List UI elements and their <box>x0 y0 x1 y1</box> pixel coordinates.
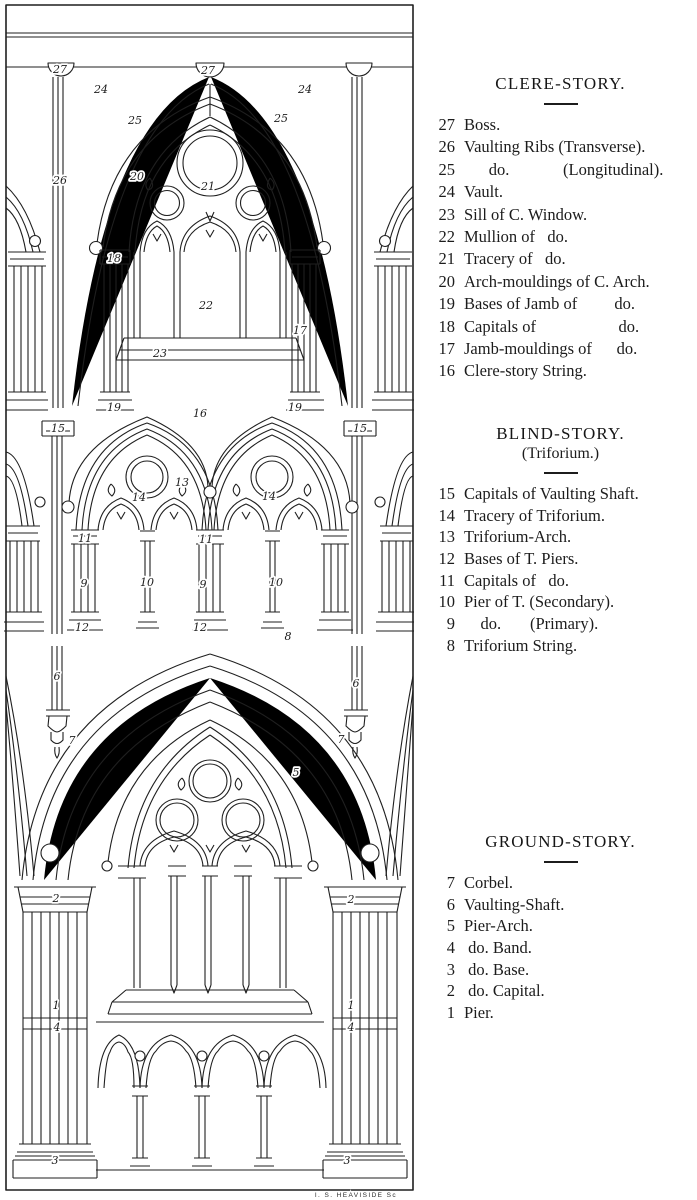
legend-item-15 <box>424 484 697 506</box>
item-number: 5 <box>446 916 455 936</box>
legend-item-18 <box>424 317 697 339</box>
item-label: Mullion of do. <box>464 226 569 246</box>
figure-label-1: 1 <box>52 999 60 1012</box>
item-number: 11 <box>439 570 455 590</box>
item-number: 1 <box>446 1003 455 1023</box>
section-title: BLIND-STORY. <box>496 424 625 443</box>
item-label: Sill of C. Window. <box>464 204 588 224</box>
item-number: 25 <box>438 159 455 179</box>
section-divider <box>544 103 578 105</box>
figure-label-14: 14 <box>262 490 276 503</box>
legend-item-17 <box>424 339 697 361</box>
figure-label-21: 21 <box>201 180 215 193</box>
legend-item-1 <box>424 1003 697 1025</box>
figure-label-26: 26 <box>53 174 67 187</box>
item-label: Capitals of do. <box>464 316 640 336</box>
item-number: 24 <box>438 182 455 202</box>
legend-item-10 <box>424 592 697 614</box>
legend-item-21 <box>424 249 697 271</box>
item-label: do. (Longitudinal). <box>464 159 664 179</box>
item-number: 8 <box>446 635 455 655</box>
figure-label-25: 25 <box>274 112 288 125</box>
item-number: 15 <box>438 484 455 503</box>
legend-item-12 <box>424 549 697 571</box>
figure-label-9: 9 <box>80 577 88 590</box>
item-number: 9 <box>446 614 455 634</box>
item-number: 16 <box>438 361 455 381</box>
figure-label-19: 19 <box>288 401 302 414</box>
legend-item-2 <box>424 981 697 1003</box>
figure-label-13: 13 <box>175 476 189 489</box>
legend-item-16 <box>424 361 697 383</box>
figure-label-20: 20 <box>130 170 144 183</box>
figure-label-17: 17 <box>293 324 307 337</box>
blind-story-drawing <box>4 417 414 646</box>
legend-item-11 <box>424 571 697 593</box>
item-label: Pier of T. (Secondary). <box>464 592 615 612</box>
legend-item-27 <box>424 115 697 137</box>
figure-label-27: 27 <box>201 64 215 77</box>
item-label: Tracery of Triforium. <box>464 505 606 525</box>
figure-label-14: 14 <box>132 491 146 504</box>
item-number: 14 <box>438 505 455 525</box>
item-label: Pier-Arch. <box>464 916 533 936</box>
item-number: 13 <box>438 527 455 547</box>
legend-section-blind-story <box>424 424 697 658</box>
figure-label-2: 2 <box>347 893 355 906</box>
legend-item-8 <box>424 636 697 658</box>
item-label: Vaulting-Shaft. <box>464 894 565 914</box>
legend-item-5 <box>424 916 697 938</box>
item-number: 19 <box>438 294 455 314</box>
figure-label-6: 6 <box>53 670 61 683</box>
item-label: Clere-story String. <box>464 361 587 381</box>
item-label: Corbel. <box>464 873 514 892</box>
figure-label-15: 15 <box>51 422 65 435</box>
legend-item-26 <box>424 137 697 159</box>
legend-section-clere-story <box>424 74 697 384</box>
legend-item-25 <box>424 160 697 182</box>
item-label: Triforium-Arch. <box>464 527 572 547</box>
item-label: Jamb-mouldings of do. <box>464 338 638 358</box>
figure-label-12: 12 <box>75 621 89 634</box>
item-label: Pier. <box>464 1003 494 1023</box>
item-number: 22 <box>438 226 455 246</box>
figure-label-8: 8 <box>284 630 292 643</box>
legend-item-19 <box>424 294 697 316</box>
item-number: 21 <box>438 249 455 269</box>
clere-story-drawing <box>6 77 414 419</box>
legend-section-ground-story <box>424 832 697 1025</box>
figure-label-9: 9 <box>199 578 207 591</box>
figure-label-12: 12 <box>193 621 207 634</box>
figure-label-7: 7 <box>68 734 76 747</box>
item-number: 2 <box>446 981 455 1001</box>
item-number: 20 <box>438 271 455 291</box>
legend-item-13 <box>424 527 697 549</box>
figure-label-7: 7 <box>337 733 345 746</box>
legend-item-6 <box>424 895 697 917</box>
figure-label-10: 10 <box>140 576 154 589</box>
figure-label-18: 18 <box>107 252 121 265</box>
figure-label-16: 16 <box>193 407 207 420</box>
figure-label-11: 11 <box>78 532 92 545</box>
item-number: 27 <box>438 115 455 134</box>
figure-label-15: 15 <box>353 422 367 435</box>
legend-list <box>424 873 697 1025</box>
section-divider <box>544 861 578 863</box>
item-label: Bases of T. Piers. <box>464 549 579 569</box>
legend-item-23 <box>424 205 697 227</box>
legend-item-7 <box>424 873 697 895</box>
section-subtitle: (Triforium.) <box>521 445 600 462</box>
item-number: 23 <box>438 204 455 224</box>
engraver-signature: I. S. HEAVISIDE Sc <box>314 1192 397 1199</box>
legend-item-4 <box>424 938 697 960</box>
figure-label-6: 6 <box>352 677 360 690</box>
item-label: Capitals of do. <box>464 570 569 590</box>
legend-item-3 <box>424 960 697 982</box>
item-label: Boss. <box>464 115 501 134</box>
item-number: 10 <box>438 592 455 612</box>
figure-label-2: 2 <box>52 892 60 905</box>
item-label: Capitals of Vaulting Shaft. <box>464 484 639 503</box>
legend-item-20 <box>424 272 697 294</box>
section-title: GROUND-STORY. <box>485 832 636 851</box>
legend-item-14 <box>424 506 697 528</box>
figure-number-labels <box>51 63 367 1167</box>
figure-label-25: 25 <box>128 114 142 127</box>
legend-item-9 <box>424 614 697 636</box>
item-number: 26 <box>438 137 455 157</box>
figure-label-4: 4 <box>347 1021 355 1034</box>
item-label: do. Base. <box>464 959 530 979</box>
section-title: CLERE-STORY. <box>495 74 626 93</box>
item-label: Tracery of do. <box>464 249 566 269</box>
figure-label-23: 23 <box>153 347 167 360</box>
figure-label-5: 5 <box>292 766 300 779</box>
item-label: Arch-mouldings of C. Arch. <box>464 271 650 291</box>
item-label: Vaulting Ribs (Transverse). <box>464 137 646 157</box>
figure-label-19: 19 <box>107 401 121 414</box>
legend-list <box>424 115 697 384</box>
section-divider <box>544 472 578 474</box>
item-number: 6 <box>446 894 455 914</box>
legend-list <box>424 484 697 658</box>
figure-label-3: 3 <box>51 1154 59 1167</box>
item-number: 7 <box>446 873 455 892</box>
item-number: 4 <box>446 938 455 958</box>
item-label: Triforium String. <box>464 635 578 655</box>
legend-item-24 <box>424 182 697 204</box>
item-number: 12 <box>438 549 455 569</box>
figure-label-1: 1 <box>347 999 355 1012</box>
item-label: Bases of Jamb of do. <box>464 294 635 314</box>
item-label: do. Capital. <box>464 981 545 1001</box>
item-label: do. Band. <box>464 938 532 958</box>
item-label: do. (Primary). <box>464 614 599 634</box>
item-number: 18 <box>438 316 455 336</box>
item-number: 3 <box>446 959 455 979</box>
item-label: Vault. <box>464 182 503 202</box>
figure-label-22: 22 <box>199 299 213 312</box>
figure-label-3: 3 <box>343 1154 351 1167</box>
legend-column <box>424 0 697 1200</box>
figure-label-10: 10 <box>269 576 283 589</box>
ground-story-drawing <box>6 646 413 1181</box>
legend-item-22 <box>424 227 697 249</box>
figure-label-4: 4 <box>53 1021 61 1034</box>
figure-label-24: 24 <box>94 83 108 96</box>
figure-label-24: 24 <box>298 83 312 96</box>
figure-label-27: 27 <box>53 63 67 76</box>
item-number: 17 <box>438 338 455 358</box>
figure-label-11: 11 <box>199 533 213 546</box>
